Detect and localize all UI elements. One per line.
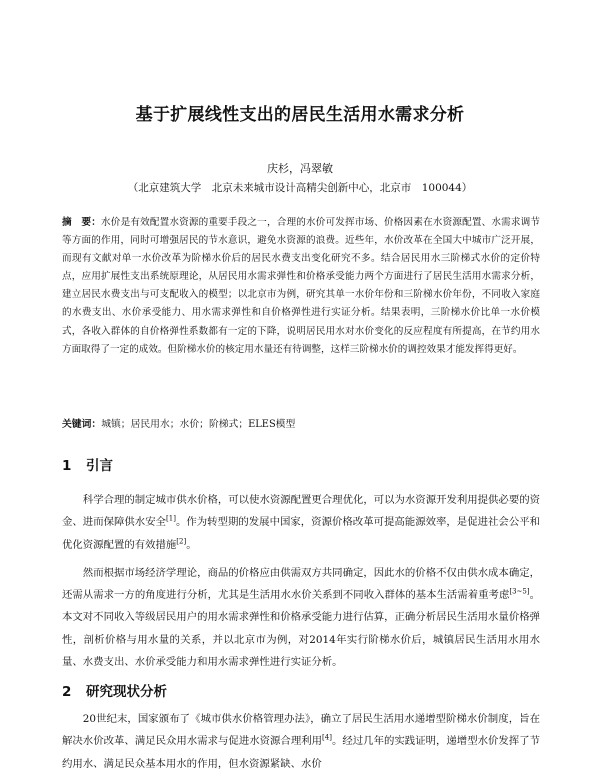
abstract-text: 水价是有效配置水资源的重要手段之一，合理的水价可发挥市场、价格因素在水资源配置、水需求调节等方面的作用，同时可增强居民的节水意识，避免水资源的浪费。近些年，水价改革在全国大中城市广泛开展，而现有文献对单一水价改革为阶梯水价后的居民水费支出变化研究不多。结合居民用水三阶梯式水价的定价特点，应用扩展性支出系统原理论，从居民用水需求弹性和价格承受能力两个方面进行了居民生活用水需求分析，建立居民水费支出与可支配收入的模型；以北京市为例，研究其单一水价年份和三阶梯水价年份，不同收入家庭的水费支出、水价承受能力、用水需求弹性和自价格弹性进行实证分析。结果表明，三阶梯水价比单一水价模式，各收入群体的自价格弹性系数都有一定的下降，说明居民用水对水价变化的反应程度有所提高，在节约用水方面取得了一定的成效。但阶梯水价的核定用水量还有待调整，这样三阶梯水价的调控效果才能发挥得更好。 <box>62 217 541 355</box>
keywords-label: 关键词： <box>62 419 102 430</box>
paragraph-text: 。 <box>186 538 197 551</box>
affiliation: （北京建筑大学 北京未来城市设计高精尖创新中心，北京市 100044） <box>127 182 473 194</box>
paragraph-text: 。作为转型期的发展中国家，资源价格改革可提高能源效率，是促进社会公平和优化资源配置的有效措施 <box>62 516 541 551</box>
paragraph <box>62 562 540 673</box>
citation-ref: [1] <box>166 514 176 523</box>
abstract <box>62 214 540 359</box>
section-heading-introduction <box>62 454 113 474</box>
author-list: 庆杉，冯翠敏 <box>267 162 333 175</box>
paper-title: 基于扩展线性支出的居民生活用水需求分析 <box>135 105 465 125</box>
section-number: 1 <box>62 458 72 474</box>
section-heading-research-status <box>62 680 167 700</box>
keywords <box>62 416 540 434</box>
section-body-introduction <box>62 489 540 673</box>
paragraph-text: 20世纪末，国家颁布了《城市供水价格管理办法》，确立了居民生活用水递增型阶梯水价制度，旨在解决水价改革、满足民众用水需求与促进水资源合理利用 <box>62 713 540 748</box>
section-body-research-status <box>62 708 540 775</box>
keywords-text: 城镇；居民用水；水价；阶梯式；ELES模型 <box>101 419 296 430</box>
citation-ref: [4] <box>322 733 332 742</box>
paragraph <box>62 708 540 775</box>
paragraph <box>62 489 540 556</box>
citation-ref: [2] <box>176 537 187 546</box>
paragraph-text: 然而根据市场经济学理论，商品的价格应由供需双方共同确定，因此水的价格不仅由供水成本确定，还需从需求一方的角度进行分析，尤其是生活用水水价关系到不同收入群体的基本生活需着重考虑 <box>62 566 540 602</box>
section-title: 引言 <box>86 458 113 474</box>
abstract-label: 摘 要： <box>62 217 102 228</box>
paragraph-text: 科学合理的制定城市供水价格，可以使水资源配置更合理优化，可以为水资源开发利用提供必要的资金、进而保障供水安全 <box>62 494 540 529</box>
paragraph-text: 。经过几年的实践证明，递增型水价发挥了节约用水、满足民众基本用水的作用，但水资源紧缺、水价 <box>62 735 541 770</box>
paragraph-text: 。本文对不同收入等级居民用户的用水需求弹性和价格承受能力进行估算，正确分析居民生活用水量价格弹性，剖析价格与用水量的关系，并以北京市为例，对2014年实行阶梯水价后，城镇居民生活用水用水量、水费支出、水价承受能力和用水需求弹性进行实证分析。 <box>62 589 540 669</box>
section-title: 研究现状分析 <box>86 684 167 700</box>
citation-ref: [3~5] <box>509 587 530 596</box>
section-number: 2 <box>62 684 72 700</box>
